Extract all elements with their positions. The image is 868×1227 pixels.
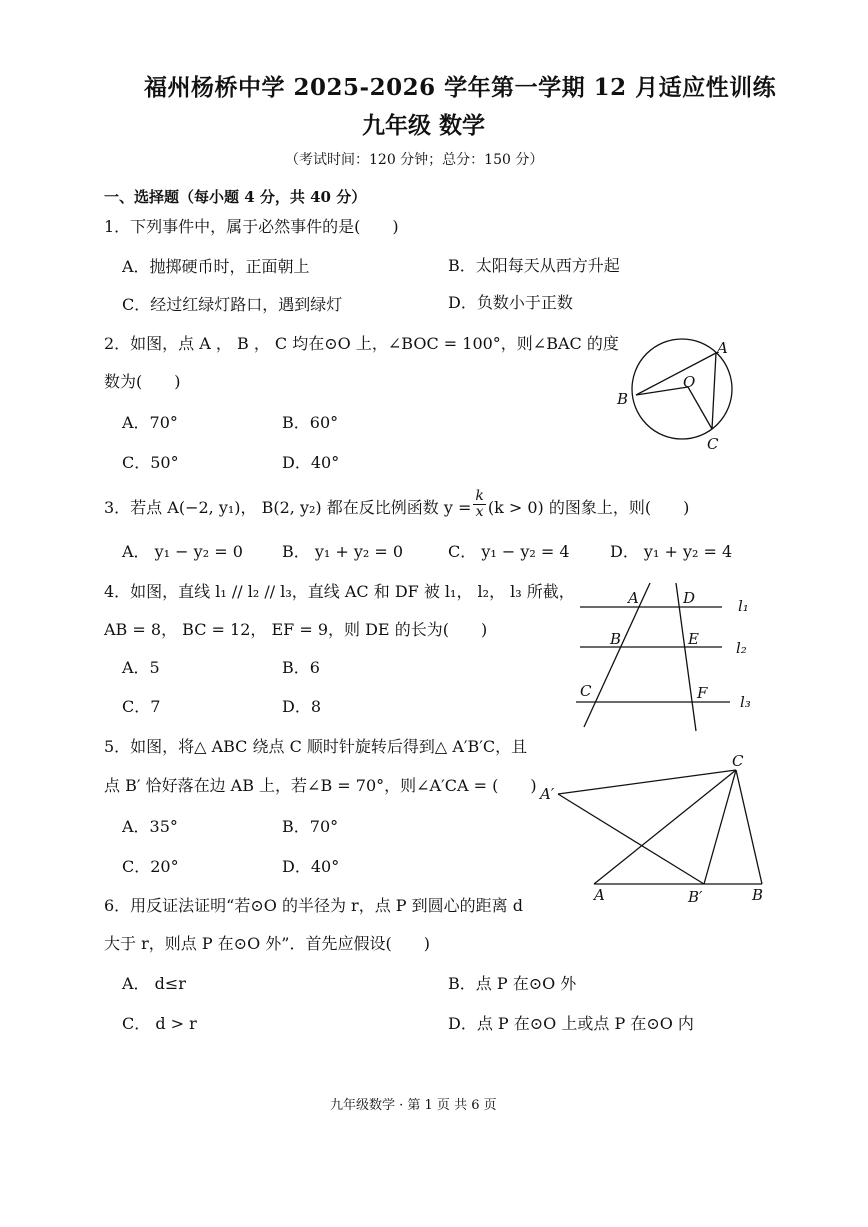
q2-option-a: A．70°	[122, 413, 178, 432]
q4-stem-line2: AB = 8， BC = 12， EF = 9，则 DE 的长为( )	[104, 620, 488, 639]
q3-frac-num: k	[475, 488, 484, 504]
q2-label-c: C	[707, 435, 719, 453]
q2-option-d: D．40°	[282, 453, 340, 472]
q5-label-b: B	[752, 886, 764, 904]
q4-label-d: D	[683, 589, 696, 607]
q5-label-a-prime: A′	[540, 785, 555, 803]
q5-label-c: C	[732, 752, 744, 770]
q3-frac-den: x	[475, 504, 484, 520]
q2-option-b: B．60°	[282, 413, 339, 432]
q4-option-c: C．7	[122, 697, 161, 716]
q1-option-c: C．经过红绿灯路口，遇到绿灯	[122, 295, 343, 314]
q5-label-b-prime: B′	[688, 888, 703, 906]
q4-label-f: F	[697, 684, 708, 702]
q3-option-d: D． y₁ + y₂ = 4	[610, 542, 733, 561]
q3-option-a: A． y₁ − y₂ = 0	[122, 542, 243, 561]
q3-fraction	[473, 489, 485, 520]
q4-label-a: A	[628, 589, 639, 607]
q3-stem-post: (k > 0) 的图象上，则( )	[487, 498, 690, 517]
q1-option-a: A．抛掷硬币时，正面朝上	[122, 257, 310, 276]
q3-stem-pre: 3．若点 A(−2, y₁)， B(2, y₂) 都在反比例函数 y =	[104, 498, 472, 517]
q2-stem-line1: 2．如图，点 A ， B ， C 均在⊙O 上，∠BOC = 100°，则∠BAC 的度	[104, 334, 619, 353]
q6-option-b: B．点 P 在⊙O 外	[448, 974, 577, 993]
q6-option-a: A． d≤r	[122, 974, 186, 993]
q2-stem-line2: 数为( )	[104, 372, 181, 391]
q4-option-d: D．8	[282, 697, 322, 716]
q4-label-l2: l₂	[736, 639, 747, 657]
q4-option-a: A．5	[122, 658, 160, 677]
q6-option-d: D．点 P 在⊙O 上或点 P 在⊙O 内	[448, 1014, 694, 1033]
q4-label-e: E	[688, 630, 699, 648]
q5-stem-line1: 5．如图，将△ ABC 绕点 C 顺时针旋转后得到△ A′B′C，且	[104, 737, 528, 756]
q2-label-a: A	[717, 339, 728, 357]
q5-rotation-figure	[536, 752, 776, 904]
q5-option-a: A．35°	[122, 817, 178, 836]
q1-stem: 1．下列事件中，属于必然事件的是( )	[104, 217, 399, 236]
q6-stem-line1: 6．用反证法证明“若⊙O 的半径为 r，点 P 到圆心的距离 d	[104, 896, 523, 915]
q2-label-o: O	[683, 373, 696, 391]
exam-subtitle: 九年级 数学	[362, 112, 486, 139]
q2-circle-figure	[610, 335, 760, 455]
q4-option-b: B．6	[282, 658, 320, 677]
q3-option-b: B． y₁ + y₂ = 0	[282, 542, 404, 561]
section-heading: 一、选择题（每小题 4 分，共 40 分）	[104, 188, 367, 206]
q4-parallel-lines-figure	[570, 583, 770, 733]
q3-stem	[104, 488, 690, 520]
q3-option-c: C． y₁ − y₂ = 4	[448, 542, 570, 561]
q4-stem-line1: 4．如图，直线 l₁ // l₂ // l₃，直线 AC 和 DF 被 l₁， l₂， l₃ 所截，	[104, 582, 575, 601]
q5-option-b: B．70°	[282, 817, 339, 836]
exam-title: 福州杨桥中学 2025-2026 学年第一学期 12 月适应性训练	[144, 74, 777, 101]
q4-label-l3: l₃	[740, 693, 751, 711]
q5-option-c: C．20°	[122, 857, 179, 876]
q2-label-b: B	[617, 390, 629, 408]
page-footer: 九年级数学 · 第 1 页 共 6 页	[330, 1098, 497, 1113]
q5-option-d: D．40°	[282, 857, 340, 876]
q6-option-c: C． d > r	[122, 1014, 197, 1033]
q6-stem-line2: 大于 r，则点 P 在⊙O 外”．首先应假设( )	[104, 934, 430, 953]
q2-option-c: C．50°	[122, 453, 179, 472]
q1-option-b: B．太阳每天从西方升起	[448, 256, 620, 275]
q1-option-d: D．负数小于正数	[448, 293, 573, 312]
q4-label-b: B	[610, 630, 622, 648]
q5-label-a: A	[594, 886, 605, 904]
exam-info: （考试时间：120 分钟；总分：150 分）	[285, 152, 544, 168]
q4-label-l1: l₁	[738, 597, 749, 615]
q5-stem-line2: 点 B′ 恰好落在边 AB 上，若∠B = 70°，则∠A′CA = ( )	[104, 776, 537, 795]
q4-label-c: C	[580, 682, 592, 700]
